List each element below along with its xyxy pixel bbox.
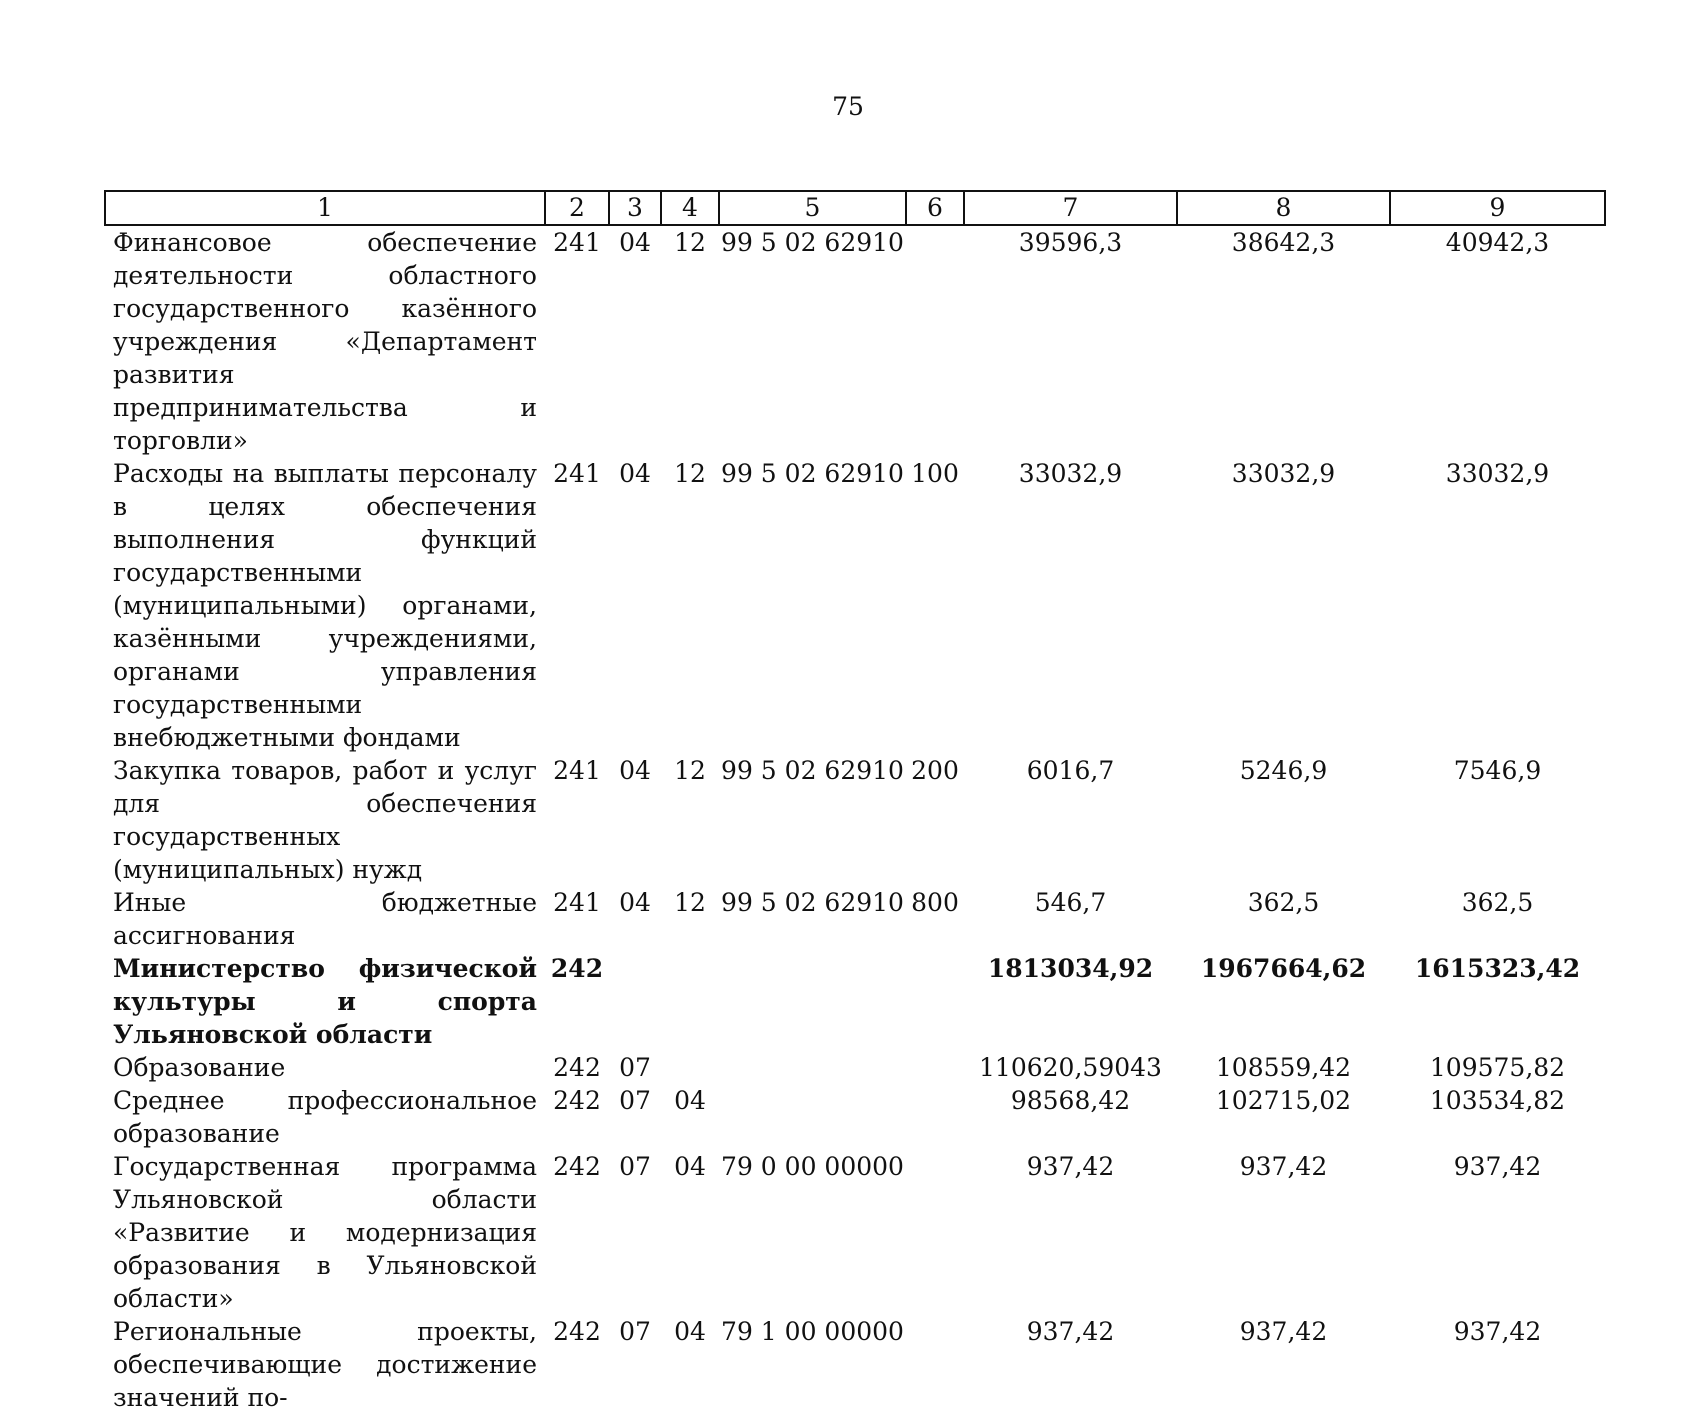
cell-amount-col7: 546,7: [1034, 888, 1107, 917]
cell-target-code: 99 5 02 62910: [721, 228, 904, 257]
cell-expense-type: [906, 225, 964, 457]
cell-expense-type: 100: [911, 459, 959, 488]
cell-expense-type: 800: [911, 888, 959, 917]
page-number: 75: [832, 92, 864, 121]
cell-target-code: [719, 952, 906, 1051]
table-body: [105, 225, 1605, 1414]
row-name: Иные бюджетные ассигнования: [113, 888, 537, 950]
cell-amount-col8: 38642,3: [1231, 228, 1336, 257]
row-name: Среднее профессиональное образование: [113, 1086, 537, 1148]
cell-section-code: 04: [619, 228, 651, 257]
cell-admin-code: 242: [550, 954, 604, 983]
cell-subsection-code: 12: [674, 228, 706, 257]
cell-admin-code: 241: [553, 756, 601, 785]
cell-subsection-code: 12: [674, 756, 706, 785]
cell-expense-type: [906, 952, 964, 1051]
cell-target-code: 99 5 02 62910: [721, 888, 904, 917]
cell-admin-code: 241: [553, 228, 601, 257]
cell-amount-col9: 103534,82: [1429, 1086, 1566, 1115]
cell-amount-col7: 110620,59043: [979, 1053, 1162, 1082]
cell-expense-type: [906, 1051, 964, 1084]
table-row: [105, 457, 1605, 754]
cell-amount-col7: 937,42: [1026, 1152, 1115, 1181]
cell-expense-type: [906, 1150, 964, 1315]
cell-subsection-code: 04: [674, 1152, 706, 1181]
row-name: Закупка товаров, работ и услуг для обеспечения государственных (муниципальных) нужд: [113, 756, 537, 884]
cell-target-code: [719, 1051, 906, 1084]
cell-section-code: 07: [619, 1152, 651, 1181]
cell-subsection-code: 12: [674, 888, 706, 917]
column-header: 5: [719, 191, 906, 225]
cell-amount-col7: 33032,9: [1018, 459, 1123, 488]
cell-subsection-code: [661, 1051, 719, 1084]
cell-section-code: 04: [619, 756, 651, 785]
row-name: Финансовое обеспечение деятельности областного государственного казённого учреждения «Департамент развития предпринимательства и торговли»: [113, 228, 537, 455]
cell-amount-col8: 362,5: [1247, 888, 1320, 917]
cell-target-code: [719, 1084, 906, 1150]
cell-amount-col9: 40942,3: [1445, 228, 1550, 257]
cell-amount-col8: 1967664,62: [1200, 954, 1367, 983]
cell-amount-col9: 7546,9: [1453, 756, 1542, 785]
cell-admin-code: 241: [553, 459, 601, 488]
row-name: Региональные проекты, обеспечивающие достижение значений по-: [113, 1317, 537, 1412]
cell-section-code: 07: [619, 1086, 651, 1115]
column-header: 8: [1177, 191, 1390, 225]
cell-amount-col9: 937,42: [1453, 1317, 1542, 1346]
cell-subsection-code: [661, 952, 719, 1051]
table-row: [105, 754, 1605, 886]
column-header: 2: [545, 191, 609, 225]
cell-amount-col7: 1813034,92: [987, 954, 1154, 983]
cell-amount-col7: 937,42: [1026, 1317, 1115, 1346]
cell-amount-col9: 362,5: [1461, 888, 1534, 917]
cell-admin-code: 242: [553, 1086, 601, 1115]
cell-admin-code: 242: [553, 1152, 601, 1181]
cell-amount-col9: 109575,82: [1429, 1053, 1566, 1082]
cell-amount-col7: 6016,7: [1026, 756, 1115, 785]
column-header: 4: [661, 191, 719, 225]
column-header: 3: [609, 191, 661, 225]
table-row: [105, 952, 1605, 1051]
table-row: [105, 886, 1605, 952]
cell-section-code: [609, 952, 661, 1051]
cell-amount-col8: 5246,9: [1239, 756, 1328, 785]
cell-section-code: 07: [619, 1317, 651, 1346]
budget-table: [104, 190, 1606, 1414]
cell-amount-col7: 98568,42: [1010, 1086, 1131, 1115]
cell-expense-type: [906, 1315, 964, 1414]
column-header: 6: [906, 191, 964, 225]
cell-section-code: 04: [619, 459, 651, 488]
cell-amount-col9: 937,42: [1453, 1152, 1542, 1181]
cell-expense-type: [906, 1084, 964, 1150]
cell-admin-code: 242: [553, 1053, 601, 1082]
cell-admin-code: 242: [553, 1317, 601, 1346]
cell-amount-col9: 33032,9: [1445, 459, 1550, 488]
row-name: Образование: [113, 1053, 286, 1082]
cell-amount-col8: 937,42: [1239, 1152, 1328, 1181]
table-row: [105, 1051, 1605, 1084]
cell-target-code: 99 5 02 62910: [721, 756, 904, 785]
cell-amount-col9: 1615323,42: [1414, 954, 1581, 983]
table-row: [105, 1084, 1605, 1150]
row-name: Расходы на выплаты персоналу в целях обеспечения выполнения функций государственными (муниципальными) органами, казёнными учреждениями, органами управления государственными внебюджетными фондами: [113, 459, 537, 752]
cell-amount-col8: 102715,02: [1215, 1086, 1352, 1115]
cell-section-code: 04: [619, 888, 651, 917]
column-header: 9: [1390, 191, 1605, 225]
row-name: Министерство физической культуры и спорта Ульяновской области: [113, 954, 537, 1049]
cell-section-code: 07: [619, 1053, 651, 1082]
cell-amount-col8: 108559,42: [1215, 1053, 1352, 1082]
cell-expense-type: 200: [911, 756, 959, 785]
cell-target-code: 99 5 02 62910: [721, 459, 904, 488]
table-header-row: [105, 191, 1605, 225]
cell-subsection-code: 04: [674, 1086, 706, 1115]
table-row: [105, 1315, 1605, 1414]
cell-subsection-code: 04: [674, 1317, 706, 1346]
table-row: [105, 1150, 1605, 1315]
cell-subsection-code: 12: [674, 459, 706, 488]
column-header: 7: [964, 191, 1177, 225]
cell-admin-code: 241: [553, 888, 601, 917]
cell-target-code: 79 1 00 00000: [721, 1317, 904, 1346]
cell-target-code: 79 0 00 00000: [721, 1152, 904, 1181]
column-header: 1: [105, 191, 545, 225]
cell-amount-col8: 937,42: [1239, 1317, 1328, 1346]
cell-amount-col7: 39596,3: [1018, 228, 1123, 257]
cell-amount-col8: 33032,9: [1231, 459, 1336, 488]
table-row: [105, 225, 1605, 457]
row-name: Государственная программа Ульяновской области «Развитие и модернизация образования в Ульяновской области»: [113, 1152, 537, 1313]
